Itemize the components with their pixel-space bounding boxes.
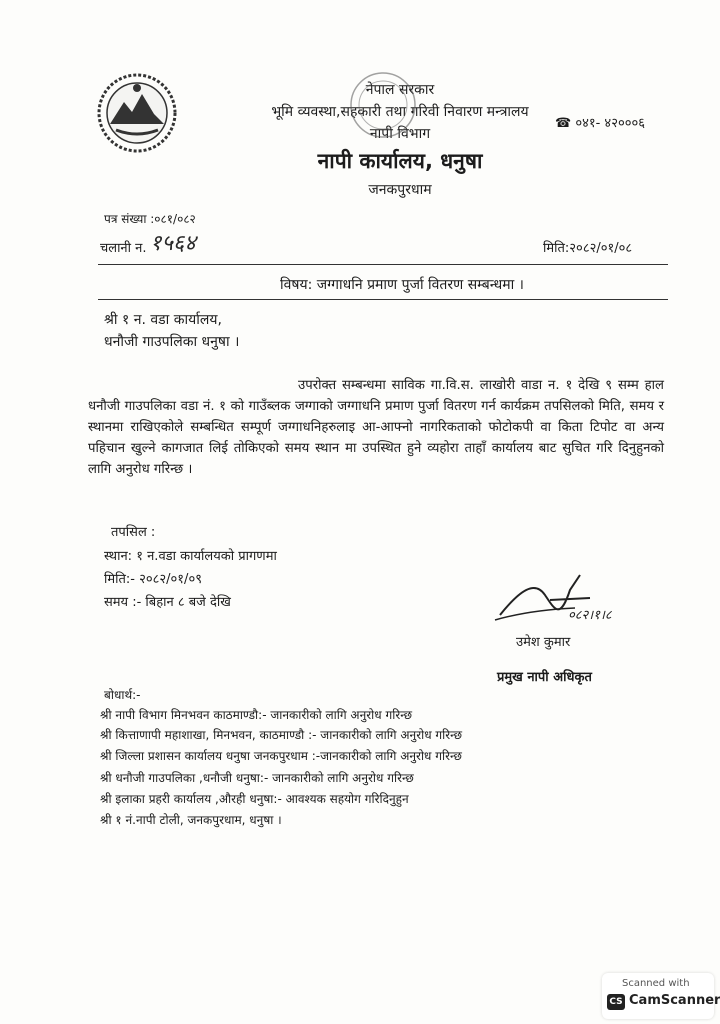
- cc-title: बोधार्थ:-: [104, 688, 141, 702]
- header-ministry: भूमि व्यवस्था,सहकारी तथा गरिवी निवारण मन्त्रालय: [271, 104, 529, 120]
- cc-item: श्री नापी विभाग मिनभवन काठमाण्डौ:- जानकारीको लागि अनुरोध गरिन्छ: [100, 708, 413, 722]
- watermark-brand: CamScanner: [629, 993, 720, 1008]
- cc-item: श्री धनौजी गाउपलिका ,धनौजी धनुषा:- जानकारीको लागि अनुरोध गरिन्छ: [100, 771, 414, 785]
- details-place: स्थान: १ न.वडा कार्यालयको प्रागणमा: [104, 549, 277, 564]
- header-office: नापी कार्यालय, धनुषा: [317, 149, 483, 173]
- body-text: उपरोक्त सम्बन्धमा साविक गा.वि.स. लाखोरी वाडा न. १ देखि ९ सम्म हाल धनौजी गाउपलिका वडा नं. १ को गाउँब्लक जग्गाको जग्गाधनि प्रमाण पुर्जा वितरण गर्न कार्यक्रम तपसिलको मिति, समय र स्थानमा राखिएकोले सम्बन्धित सम्पूर्ण जग्गाधनिहरुलाइ आ-आफ्नो नागरिकताको फोटोकपी वा किता टिपोट वा अन्य पहिचान खुल्ने कागजात लिई तोकिएको समय स्थान मा उपस्थित हुने व्यहोरा ताहाँ कार्यालय बाट सुचित गरि दिनुहुनको लागि अनुरोध गरिन्छ ।: [88, 378, 664, 477]
- subject-line: विषय: जग्गाधनि प्रमाण पुर्जा वितरण सम्बन्धमा ।: [280, 277, 524, 293]
- signatory-post: प्रमुख नापी अधिकृत: [497, 670, 592, 685]
- header-city: जनकपुरधाम: [368, 182, 432, 198]
- letter-date: मिति:२०८२/०१/०८: [543, 241, 633, 256]
- signatory-name: उमेश कुमार: [516, 635, 571, 650]
- cc-item: श्री इलाका प्रहरी कार्यालय ,औरही धनुषा:- आवश्यक सहयोग गरिदिनुहुन: [100, 792, 409, 806]
- cc-item: श्री जिल्ला प्रशासन कार्यालय धनुषा जनकपुरधाम :-जानकारीको लागि अनुरोध गरिन्छ: [100, 749, 462, 763]
- details-date: मिति:- २०८२/०१/०९: [104, 572, 202, 587]
- government-emblem-icon: [96, 72, 178, 154]
- dispatch-label: चलानी न.: [100, 241, 147, 256]
- recipient-line-2: धनौजी गाउपलिका धनुषा ।: [104, 334, 240, 350]
- office-seal-stamp: [348, 70, 418, 140]
- watermark-caption: Scanned with: [622, 978, 690, 989]
- header-department: नापी विभाग: [369, 126, 431, 142]
- details-title: तपसिल :: [111, 525, 156, 540]
- signature-date: ०८२।१।८: [568, 608, 612, 623]
- camscanner-logo-icon: CS: [607, 994, 625, 1010]
- cc-item: श्री १ नं.नापी टोली, जनकपुरधाम, धनुषा ।: [100, 813, 282, 827]
- recipient-line-1: श्री १ न. वडा कार्यालय,: [104, 312, 222, 328]
- body-paragraph: [88, 375, 664, 480]
- header-government: नेपाल सरकार: [365, 82, 435, 98]
- cc-item: श्री कित्ताणापी महाशाखा, मिनभवन, काठमाण्डौ :- जानकारीको लागि अनुरोध गरिन्छ: [100, 728, 463, 742]
- letter-number: पत्र संख्या :०८१/०८२: [104, 212, 196, 226]
- details-time: समय :- बिहान ८ बजे देखि: [104, 595, 231, 610]
- phone-number: ☎ ०४१- ४२०००६: [555, 116, 645, 131]
- dispatch-number-handwritten: १५६४: [150, 231, 196, 256]
